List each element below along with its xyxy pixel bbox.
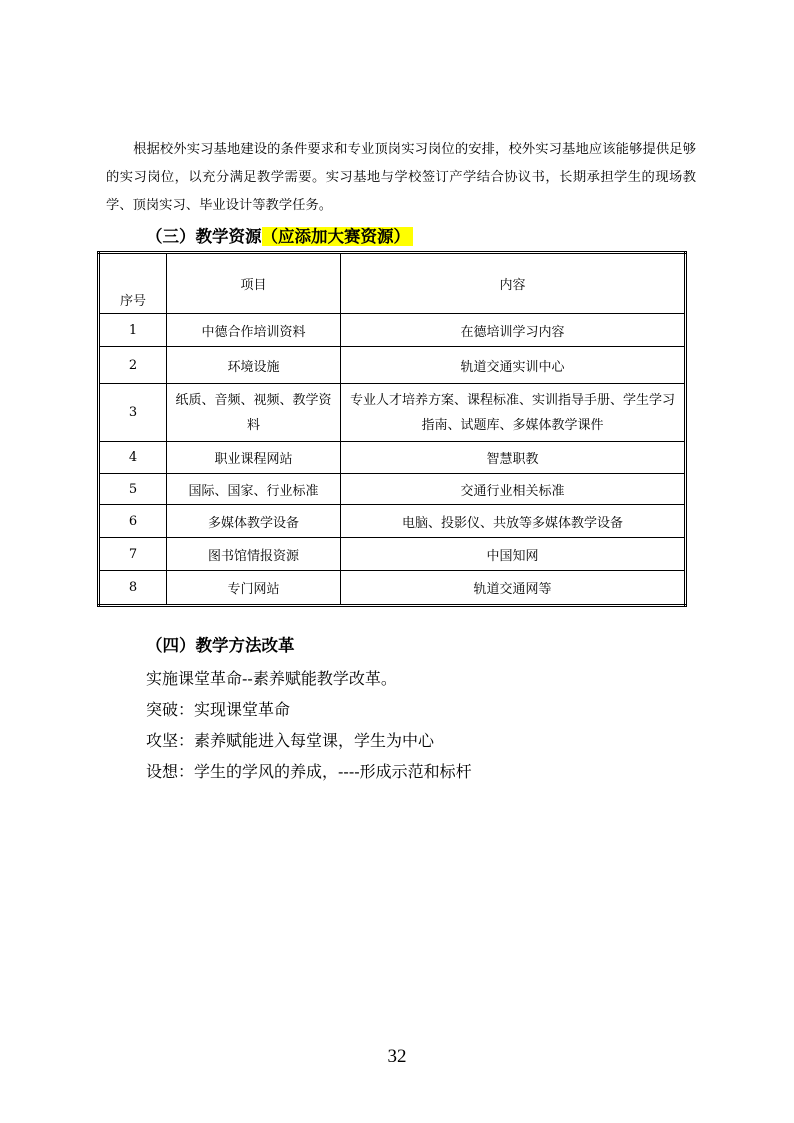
cell-seq: 3 xyxy=(99,384,167,442)
cell-content: 在德培训学习内容 xyxy=(341,314,686,347)
cell-content: 智慧职教 xyxy=(341,442,686,474)
section3-highlight: （应添加大赛资源） xyxy=(262,227,414,246)
cell-item: 职业课程网站 xyxy=(167,442,341,474)
cell-content: 轨道交通实训中心 xyxy=(341,347,686,384)
table-header-row xyxy=(99,253,686,314)
cell-item: 专门网站 xyxy=(167,571,341,606)
cell-item: 环境设施 xyxy=(167,347,341,384)
cell-seq: 4 xyxy=(99,442,167,474)
cell-seq: 2 xyxy=(99,347,167,384)
header-content: 内容 xyxy=(341,253,686,314)
cell-seq: 1 xyxy=(99,314,167,347)
cell-content: 专业人才培养方案、课程标准、实训指导手册、学生学习指南、试题库、多媒体教学课件 xyxy=(341,384,686,442)
cell-item: 国际、国家、行业标准 xyxy=(167,474,341,505)
section4-body xyxy=(146,663,472,787)
cell-seq: 7 xyxy=(99,538,167,571)
table-row xyxy=(99,347,686,384)
body-line: 设想：学生的学风的养成，----形成示范和标杆 xyxy=(146,762,472,781)
page-number: 32 xyxy=(387,1046,407,1067)
intro-text: 根据校外实习基地建设的条件要求和专业顶岗实习岗位的安排，校外实习基地应该能够提供足够的实习岗位，以充分满足教学需要。实习基地与学校签订产学结合协议书，长期承担学生的现场教学、顶岗实习、毕业设计等教学任务。 xyxy=(106,142,696,213)
table-row xyxy=(99,314,686,347)
cell-item: 图书馆情报资源 xyxy=(167,538,341,571)
body-line: 实施课堂革命--素养赋能教学改革。 xyxy=(146,669,397,688)
cell-seq: 6 xyxy=(99,505,167,538)
header-item: 项目 xyxy=(167,253,341,314)
cell-content: 电脑、投影仪、共放等多媒体教学设备 xyxy=(341,505,686,538)
section3-heading xyxy=(146,222,413,252)
section3-title: （三）教学资源 xyxy=(146,227,262,246)
cell-content: 中国知网 xyxy=(341,538,686,571)
section4-title: （四）教学方法改革 xyxy=(146,636,295,655)
table-row xyxy=(99,474,686,505)
table-row xyxy=(99,442,686,474)
table-row xyxy=(99,384,686,442)
cell-item: 纸质、音频、视频、教学资料 xyxy=(167,384,341,442)
cell-item: 中德合作培训资料 xyxy=(167,314,341,347)
body-line: 突破：实现课堂革命 xyxy=(146,700,291,719)
cell-content: 轨道交通网等 xyxy=(341,571,686,606)
cell-content: 交通行业相关标准 xyxy=(341,474,686,505)
cell-seq: 5 xyxy=(99,474,167,505)
body-line: 攻坚：素养赋能进入每堂课，学生为中心 xyxy=(146,731,435,750)
table-row xyxy=(99,538,686,571)
cell-seq: 8 xyxy=(99,571,167,606)
table-row xyxy=(99,571,686,606)
resources-table xyxy=(97,251,687,607)
table-row xyxy=(99,505,686,538)
cell-item: 多媒体教学设备 xyxy=(167,505,341,538)
intro-paragraph xyxy=(106,136,696,220)
header-seq: 序号 xyxy=(99,253,167,314)
